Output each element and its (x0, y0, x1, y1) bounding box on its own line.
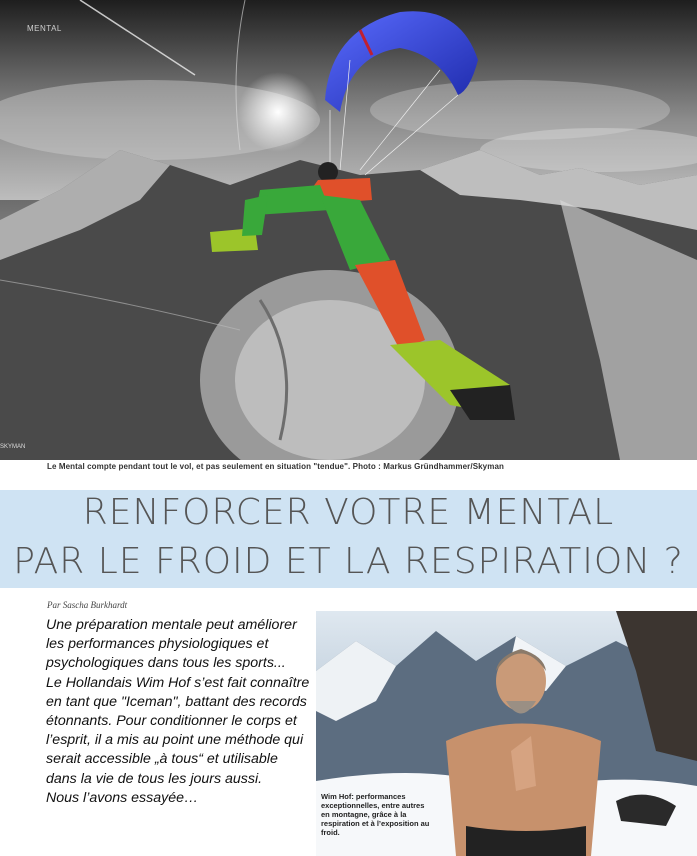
article-title-line-2: PAR LE FROID ET LA RESPIRATION ? (13, 541, 684, 582)
byline: Par Sascha Burkhardt (47, 600, 128, 610)
intro-text (46, 616, 311, 808)
section-tag: MENTAL (27, 24, 62, 33)
intro-paragraph-1: Une préparation mentale peut améliorer les performances physiologiques et psychologiques dans tous les sports... (46, 617, 297, 672)
intro-paragraph-3: Nous l’avons essayée… (46, 789, 199, 806)
article-title-line-1: RENFORCER VOTRE MENTAL (82, 492, 615, 533)
hero-caption: Le Mental compte pendant tout le vol, et pas seulement en situation "tendue". Photo : Markus Gründhammer/Skyman (47, 462, 504, 471)
photo2-caption: Wim Hof: performances exceptionnelles, entre autres en montagne, grâce à la respiration et à l’exposition au froid. (321, 792, 430, 837)
photo-credit-mark: SKYMAN (0, 444, 26, 450)
intro-paragraph-2: Le Hollandais Wim Hof s’est fait connaître en tant que "Iceman", battant des records étonnants. Pour conditionner le corps et l’esprit, il a mis au point une méthode qui serait accessible „à tous“ et utilisable dans la vie de tous les jours aussi. (46, 674, 310, 787)
